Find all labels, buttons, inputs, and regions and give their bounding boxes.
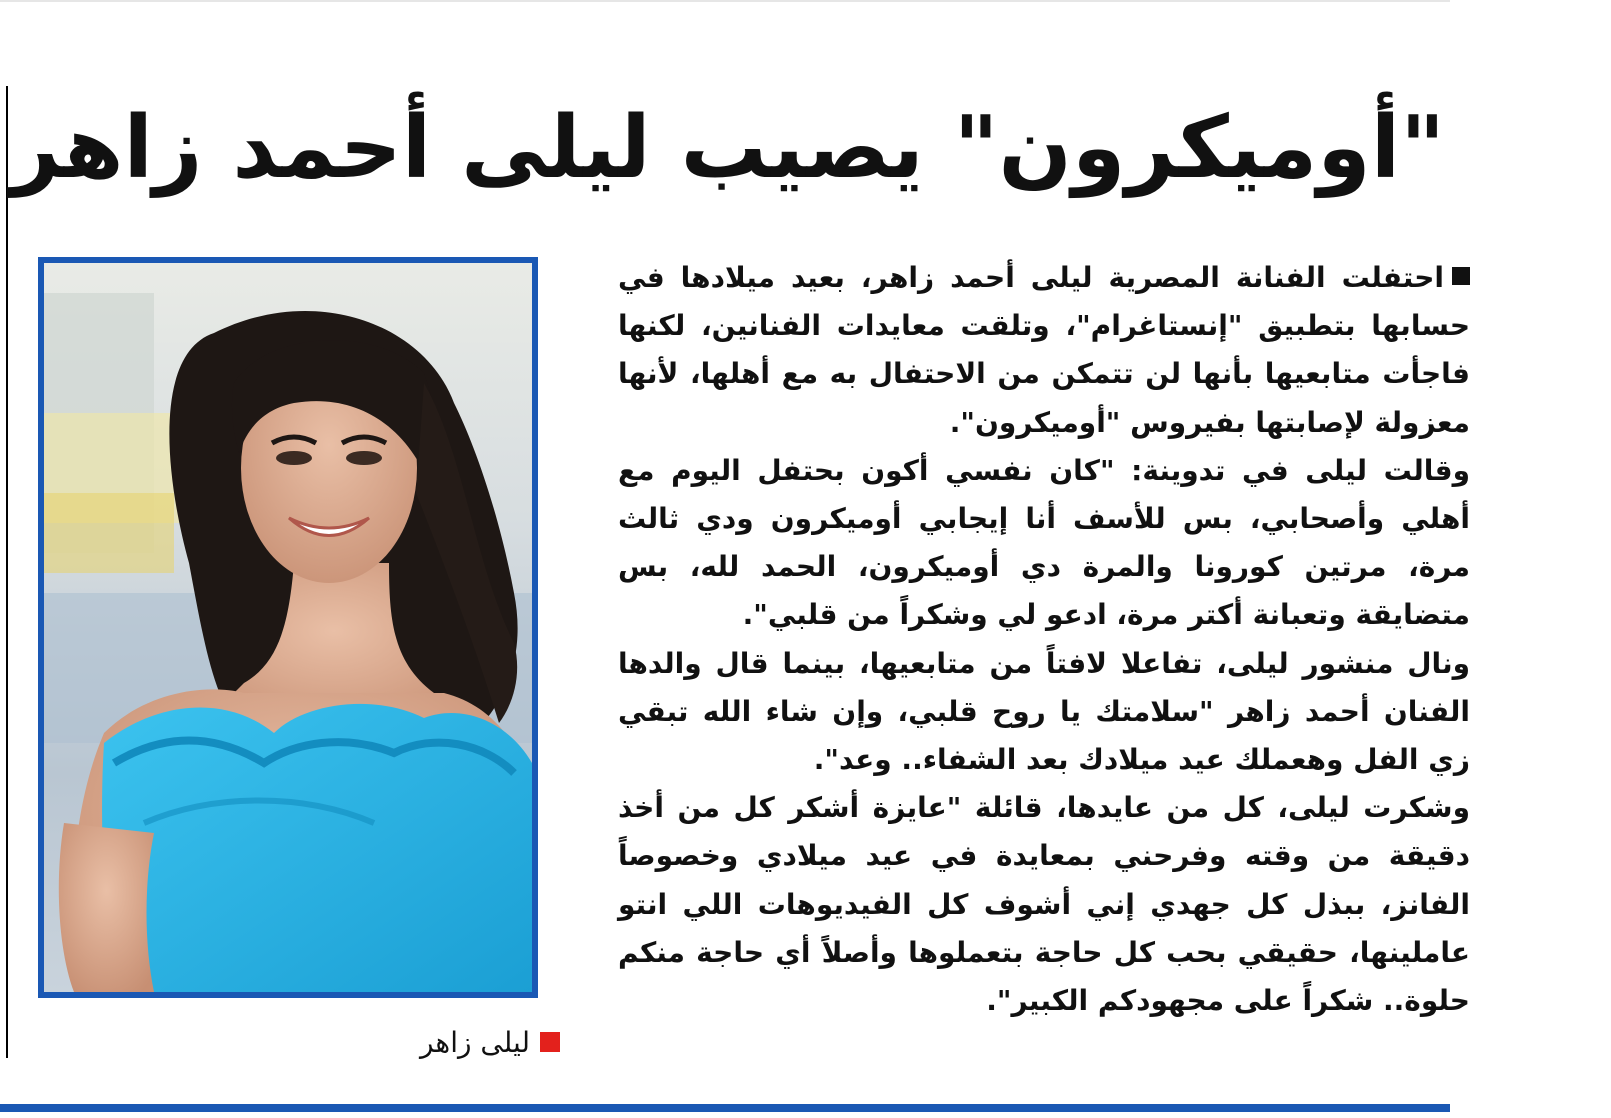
article-paragraph: ونال منشور ليلى، تفاعلا لافتاً من متابعيها، بينما قال والدها الفنان أحمد زاهر "سلامتك يا روح قلبي، وإن شاء الله تبقي زي الفل وهعملك عيد ميلادك بعد الشفاء.. وعد".: [618, 646, 1470, 777]
article-paragraph: وقالت ليلى في تدوينة: "كان نفسي أكون بحتفل اليوم مع أهلي وأصحابي، بس للأسف أنا إيجابي أوميكرون ودي ثالث مرة، مرتين كورونا والمرة دي أوميكرون، الحمد لله، بس متضايقة وتعبانة أكتر مرة، ادعو لي وشكراً من قلبي".: [618, 453, 1470, 632]
article-photo: [38, 257, 538, 998]
article-body: [618, 254, 1470, 1054]
caption-text: ليلى زاهر: [419, 1025, 530, 1059]
headline: "أوميكرون" يصيب ليلى أحمد زاهر: [10, 98, 1445, 198]
article-paragraph: [618, 254, 1470, 447]
top-rule: [0, 0, 1450, 2]
caption-marker: [540, 1032, 560, 1052]
column-rule: [6, 86, 8, 1058]
article-paragraph: وشكرت ليلى، كل من عايدها، قائلة "عايزة أشكر كل من أخذ دقيقة من وقته وفرحني بمعايدة في عيد ميلادي وخصوصاً الفانز، ببذل كل جهدي إني أشوف كل الفيديوهات اللي انتو عاملينها، حقيقي بحب كل حاجة بتعملوها وأصلاً أي حاجة منكم حلوة.. شكراً على مجهودكم الكبير".: [618, 791, 1470, 1018]
portrait-illustration: [44, 263, 532, 992]
photo-caption: [370, 1020, 560, 1064]
bottom-rule: [0, 1104, 1450, 1112]
lead-marker: [1452, 267, 1470, 285]
paragraph-text: احتفلت الفنانة المصرية ليلى أحمد زاهر، بعيد ميلادها في حسابها بتطبيق "إنستاغرام"، وتلقت معايدات الفنانين، لكنها فاجأت متابعيها بأنها لن تتمكن من الاحتفال به مع أهلها، لأنها معزولة لإصابتها بفيروس "أوميكرون".: [618, 261, 1470, 439]
